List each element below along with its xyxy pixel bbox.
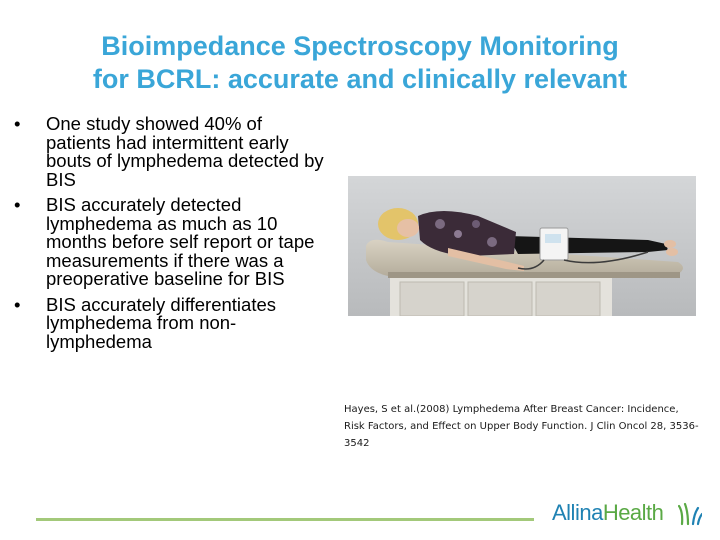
slide-title [20,30,700,96]
bullet-text: One study showed 40% of patients had intermittent early bouts of lymphedema detected by BIS [46,113,324,190]
bullet-item [14,293,330,352]
bullet-list [14,115,330,358]
bullet-icon: • [14,194,21,215]
bullet-text: BIS accurately differentiates lymphedema from non-lymphedema [46,293,277,352]
logo-word-allina: Allina [552,500,603,525]
citation-text: Hayes, S et al.(2008) Lymphedema After Breast Cancer: Incidence, Risk Factors, and Effect on Upper Body Function. J Clin Oncol 28, 3536-3542 [344,404,699,449]
logo-word-health: Health [602,500,664,525]
patient-bis-photo [348,176,696,316]
bullet-item [14,196,330,289]
bullet-item [14,115,330,189]
bullet-icon: • [14,113,21,134]
slide-title-line-1: Bioimpedance Spectroscopy Monitoring [101,31,619,61]
slide-title-line-2: for BCRL: accurate and clinically relevant [92,64,628,94]
bullet-text: BIS accurately detected lymphedema as much as 10 months before self report or tape measurements if there was a preoperative baseline for BIS [46,194,315,289]
bullet-icon: • [14,293,21,315]
logo-wordmark [552,500,663,526]
photo-illustration [348,176,696,316]
logo-leaf-icon [678,502,702,526]
allina-health-logo [552,500,702,530]
footer-divider [36,518,534,521]
